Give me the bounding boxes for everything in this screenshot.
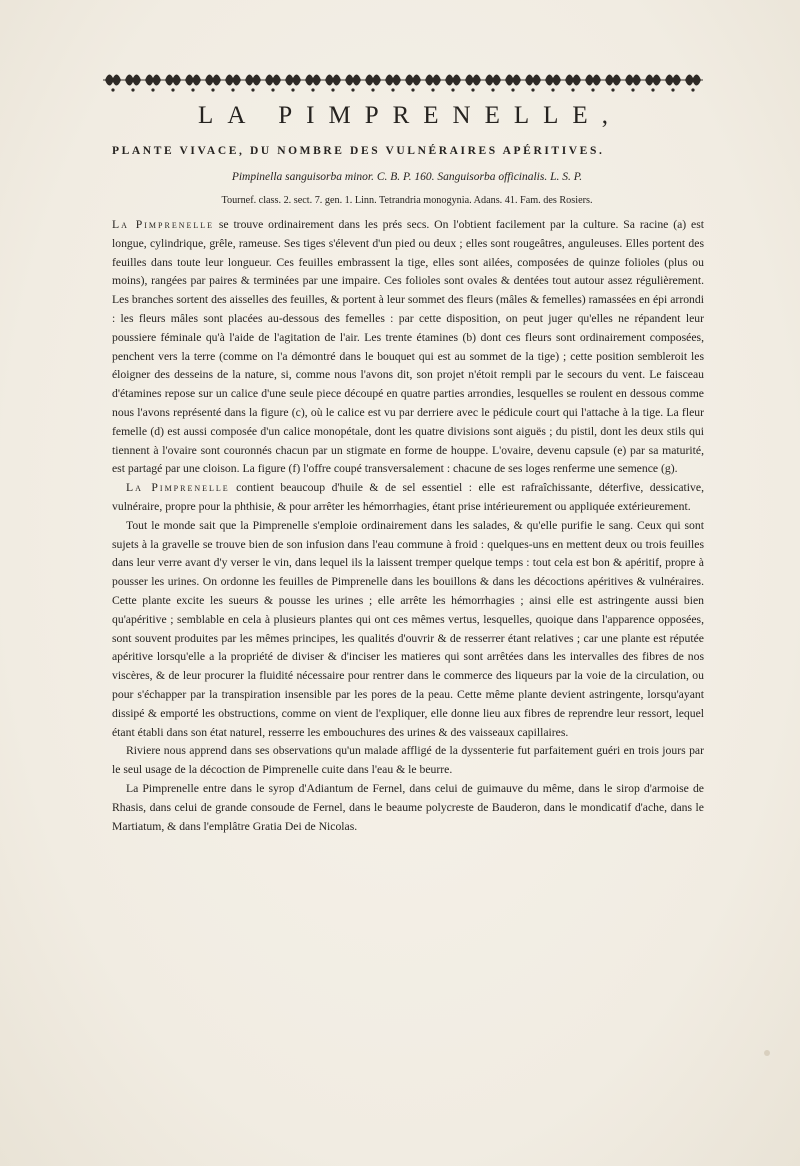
classification-references: Tournef. class. 2. sect. 7. gen. 1. Linn. Tetrandria monogynia. Adans. 41. Fam. des Rosiers. — [221, 195, 593, 206]
fleuron-dot — [451, 88, 454, 91]
fleuron-leaf — [225, 74, 241, 85]
fleuron-dot — [231, 88, 234, 91]
fleuron-leaf — [445, 74, 461, 85]
fleuron-dot — [571, 88, 574, 91]
paragraph-lead: La Pimprenelle — [126, 481, 230, 495]
paragraph-text: contient beaucoup d'huile & de sel essentiel : elle est rafraîchissante, déterfive, dessicative, vulnéraire, propre pour la phthisie, & pour arrêter les hémorrhagies, étant prise intérieurement ou appliquée extérieurement. — [112, 481, 704, 513]
fleuron-dot — [631, 88, 634, 91]
fleuron-dot — [471, 88, 474, 91]
fleuron-dot — [331, 88, 334, 91]
fleuron-dot — [351, 88, 354, 91]
paragraph-text: se trouve ordinairement dans les prés secs. On l'obtient facilement par la culture. Sa racine (a) est longue, cylindrique, grêle, rameuse. Ses tiges s'élevent d'un pied ou deux ; elles sont rougeâtres, anguleuses. Elles portent des feuilles dans toute leur longueur. Ces feuilles embrassent la tige, elles sont ailées, composées de quinze folioles (plus ou moins), rangées par paires & terminées par une impaire. Ces folioles sont ovales & dentées tout autour assez régulièrement. Les branches sortent des aisselles des feuilles, & portent à leur sommet des fleurs (mâles & femelles) ramassées en épi arrondi : les fleurs mâles sont placées au-dessous des femelles : par cette disposition, on peut juger qu'elles ne répandent leur poussiere féminale qu'à l'aide de l'agitation de l'air. Les trente étamines (b) dont ces fleurs sont ordinairement composées, penchent vers la terre (comme on l'a démontré dans le bouquet qui est au sommet de la tige) ; cette position sembleroit les éloigner des desseins de la nature, si, comme nous l'avons dit, son projet n'étoit rempli par le secours du vent. Le faisceau d'étamines repose sur un calice d'une seule piece découpé en quatre parties arrondies, lesquelles se roulent en dessous comme nous l'avons représenté dans la figure (c), où le calice est vu par derriere avec le pédicule court qui l'attache à la tige. La fleur femelle (d) est aussi composée d'un calice monopétale, dont les quatre divisions sont aiguës ; du pistil, dont les deux stils qui tiennent à l'ovaire sont couronnés chacun par un stigmate en forme de houppe. L'ovaire, devenu capsule (e) par sa maturité, est partagé par une cloison. La figure (f) l'offre coupé transversalement : chacune de ses loges renferme une semence (g). — [112, 218, 704, 476]
fleuron-leaf — [105, 74, 121, 85]
fleuron-dot — [491, 88, 494, 91]
paragraph-properties — [112, 479, 704, 517]
fleuron-leaf — [545, 74, 561, 85]
paragraph-usage: Tout le monde sait que la Pimprenelle s'emploie ordinairement dans les salades, & qu'elle purifie le sang. Ceux qui sont sujets à la gravelle se trouve bien de son infusion dans l'eau commune à froid : quelques-uns en mettent deux ou trois feuilles dans leur verre avant d'y verser le vin, dans lequel ils la laissent tremper quelque temps : tout cela est bon & apéritif, propre à pousser les urines. On ordonne les feuilles de Pimprenelle dans les bouillons & dans les décoctions apéritives & vulnéraires. Cette plante excite les sueurs & pousse les urines ; elle arrête les hémorrhagies ; ainsi elle est astringente aussi bien qu'apéritive ; semblable en cela à plusieurs plantes qui ont ces mêmes vertus, lesquelles, quoique dans l'apparence opposées, sont souvent produites par les mêmes principes, les qualités d'ouvrir & de resserrer étant relatives ; car une plante est réputée apéritive lorsqu'elle a la propriété de diviser & d'inciser les matieres qui sont arrêtées dans les intervalles des fibres de nos viscères, & de leur procurer la fluidité nécessaire pour rentrer dans le commerce des liqueurs par la voie de la circulation, ou pour s'échapper par la transpiration insensible par les pores de la peau. Cette même plante devient astringente, lorsqu'ayant dissipé & emporté les obstructions, comme on vient de l'expliquer, elle donne lieu aux fibres de reprendre leur ressort, lequel étant établi dans son état naturel, resserre les embouchures des urines & des vaisseaux capillaires. — [112, 518, 704, 739]
fleuron-dot — [171, 88, 174, 91]
fleuron-dot — [111, 88, 114, 91]
fleuron-dot — [671, 88, 674, 91]
fleuron-dot — [651, 88, 654, 91]
fleuron-leaf — [165, 74, 181, 85]
fleuron-leaf — [565, 74, 581, 85]
fleuron-leaf — [525, 74, 541, 85]
fleuron-dot — [291, 88, 294, 91]
fleuron-leaf — [325, 74, 341, 85]
fleuron-leaf — [305, 74, 321, 85]
paragraph-lead: La Pimprenelle — [112, 218, 215, 231]
fleuron-dot — [131, 88, 134, 91]
fleuron-leaf — [485, 74, 501, 85]
fleuron-dot — [411, 88, 414, 91]
fleuron-leaf — [505, 74, 521, 85]
fleuron-leaf — [585, 74, 601, 85]
fleuron-leaf — [685, 74, 701, 85]
fleuron-leaf — [285, 74, 301, 85]
fleuron-leaf — [625, 74, 641, 85]
fleuron-dot — [691, 88, 694, 91]
paper-spot — [764, 1050, 770, 1056]
fleuron-dot — [271, 88, 274, 91]
fleuron-leaf — [145, 74, 161, 85]
fleuron-dot — [211, 88, 214, 91]
paragraph-description — [112, 216, 704, 479]
page-title: LA PIMPRENELLE, — [198, 102, 622, 129]
fleuron-leaf — [385, 74, 401, 85]
fleuron-dot — [551, 88, 554, 91]
fleuron-leaf — [425, 74, 441, 85]
fleuron-leaf — [205, 74, 221, 85]
fleuron-dot — [191, 88, 194, 91]
fleuron-leaf — [265, 74, 281, 85]
fleuron-leaf — [645, 74, 661, 85]
fleuron-leaf — [345, 74, 361, 85]
fleuron-leaf — [125, 74, 141, 85]
fleuron-dot — [591, 88, 594, 91]
fleuron-leaf — [605, 74, 621, 85]
fleuron-dot — [251, 88, 254, 91]
main-text — [112, 216, 704, 836]
fleuron-dot — [371, 88, 374, 91]
fleuron-leaf — [185, 74, 201, 85]
fleuron-leaf — [465, 74, 481, 85]
fleuron-ornament-border — [103, 66, 703, 98]
fleuron-leaf — [665, 74, 681, 85]
fleuron-dot — [431, 88, 434, 91]
fleuron-leaf — [245, 74, 261, 85]
fleuron-leaf — [365, 74, 381, 85]
fleuron-dot — [511, 88, 514, 91]
page-subtitle: PLANTE VIVACE, DU NOMBRE DES VULNÉRAIRES APÉRITIVES. — [112, 145, 605, 157]
fleuron-dot — [311, 88, 314, 91]
fleuron-dot — [151, 88, 154, 91]
fleuron-dot — [611, 88, 614, 91]
fleuron-dot — [391, 88, 394, 91]
paragraph-preparations: La Pimprenelle entre dans le syrop d'Adiantum de Fernel, dans celui de guimauve du même, dans le sirop d'armoise de Rhasis, dans celui de grande consoude de Fernel, dans le beaume polycreste de Bauderon, dans le mondicatif d'ache, dans le Martiatum, & dans l'emplâtre Gratia Dei de Nicolas. — [112, 781, 704, 833]
fleuron-dot — [531, 88, 534, 91]
botanical-synonyms: Pimpinella sanguisorba minor. C. B. P. 160. Sanguisorba officinalis. L. S. P. — [231, 171, 583, 183]
fleuron-leaf — [405, 74, 421, 85]
paragraph-riviere: Riviere nous apprend dans ses observations qu'un malade affligé de la dyssenterie fut parfaitement guéri en trois jours par le seul usage de la décoction de Pimprenelle cuite dans l'eau & le beurre. — [112, 744, 704, 777]
